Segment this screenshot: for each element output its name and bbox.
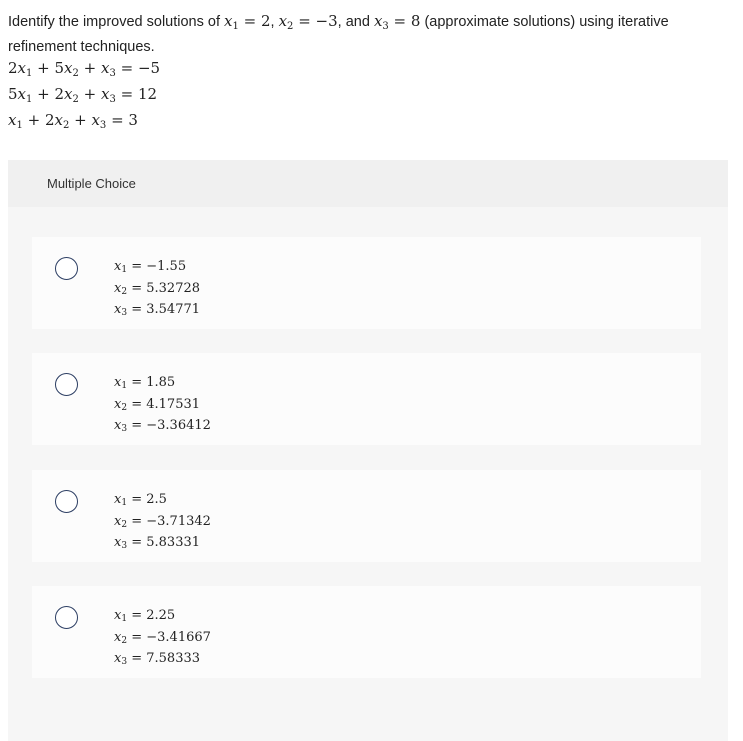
panel-body xyxy=(8,207,728,741)
radio-button-c[interactable] xyxy=(55,490,78,513)
option-a[interactable] xyxy=(32,237,701,329)
equation-1: $2x_1 + 5x_2 + x_3 = -5$ xyxy=(8,59,161,79)
radio-button-b[interactable] xyxy=(55,373,78,396)
option-d[interactable] xyxy=(32,586,701,678)
option-a-values: $x_1 = -1.55$ $x_2 = 5.32728$ $x_3 = 3.54771$ xyxy=(114,259,201,318)
option-c[interactable] xyxy=(32,470,701,562)
initial-x1: $x_1 = 2$ xyxy=(224,12,271,32)
initial-x3: $x_3 = 8$ xyxy=(373,12,421,32)
multiple-choice-panel xyxy=(8,160,728,741)
radio-button-d[interactable] xyxy=(55,606,78,629)
question-text: Identify the improved solutions of $x_1 = 2$, $x_2 = -3$, and $x_3 = 8$ (approximate solutions) using iterative refinement techniques. $2x_1 + 5x_2 + x_3 = -5$ $5x_1 + 2x_2 + x_3 = 12$ $x_1 + 2x_2 + x_3 = 3$ xyxy=(8,11,733,136)
option-b-values: $x_1 = 1.85$ $x_2 = 4.17531$ $x_3 = -3.36412$ xyxy=(114,375,211,434)
equation-3: $x_1 + 2x_2 + x_3 = 3$ xyxy=(8,111,138,131)
initial-x2: $x_2 = -3$ xyxy=(278,12,338,32)
option-c-values: $x_1 = 2.5$ $x_2 = -3.71342$ $x_3 = 5.83331$ xyxy=(114,492,211,551)
question-prefix: Identify the improved solutions of xyxy=(8,14,220,30)
option-d-values: $x_1 = 2.25$ $x_2 = -3.41667$ $x_3 = 7.58333$ xyxy=(114,608,211,667)
option-b[interactable] xyxy=(32,353,701,445)
question-suffix: (approximate solutions) using iterative refinement techniques. xyxy=(8,14,669,55)
equation-2: $5x_1 + 2x_2 + x_3 = 12$ xyxy=(8,85,158,105)
radio-button-a[interactable] xyxy=(55,257,78,280)
panel-title: Multiple Choice xyxy=(47,176,136,191)
panel-header xyxy=(8,160,728,207)
